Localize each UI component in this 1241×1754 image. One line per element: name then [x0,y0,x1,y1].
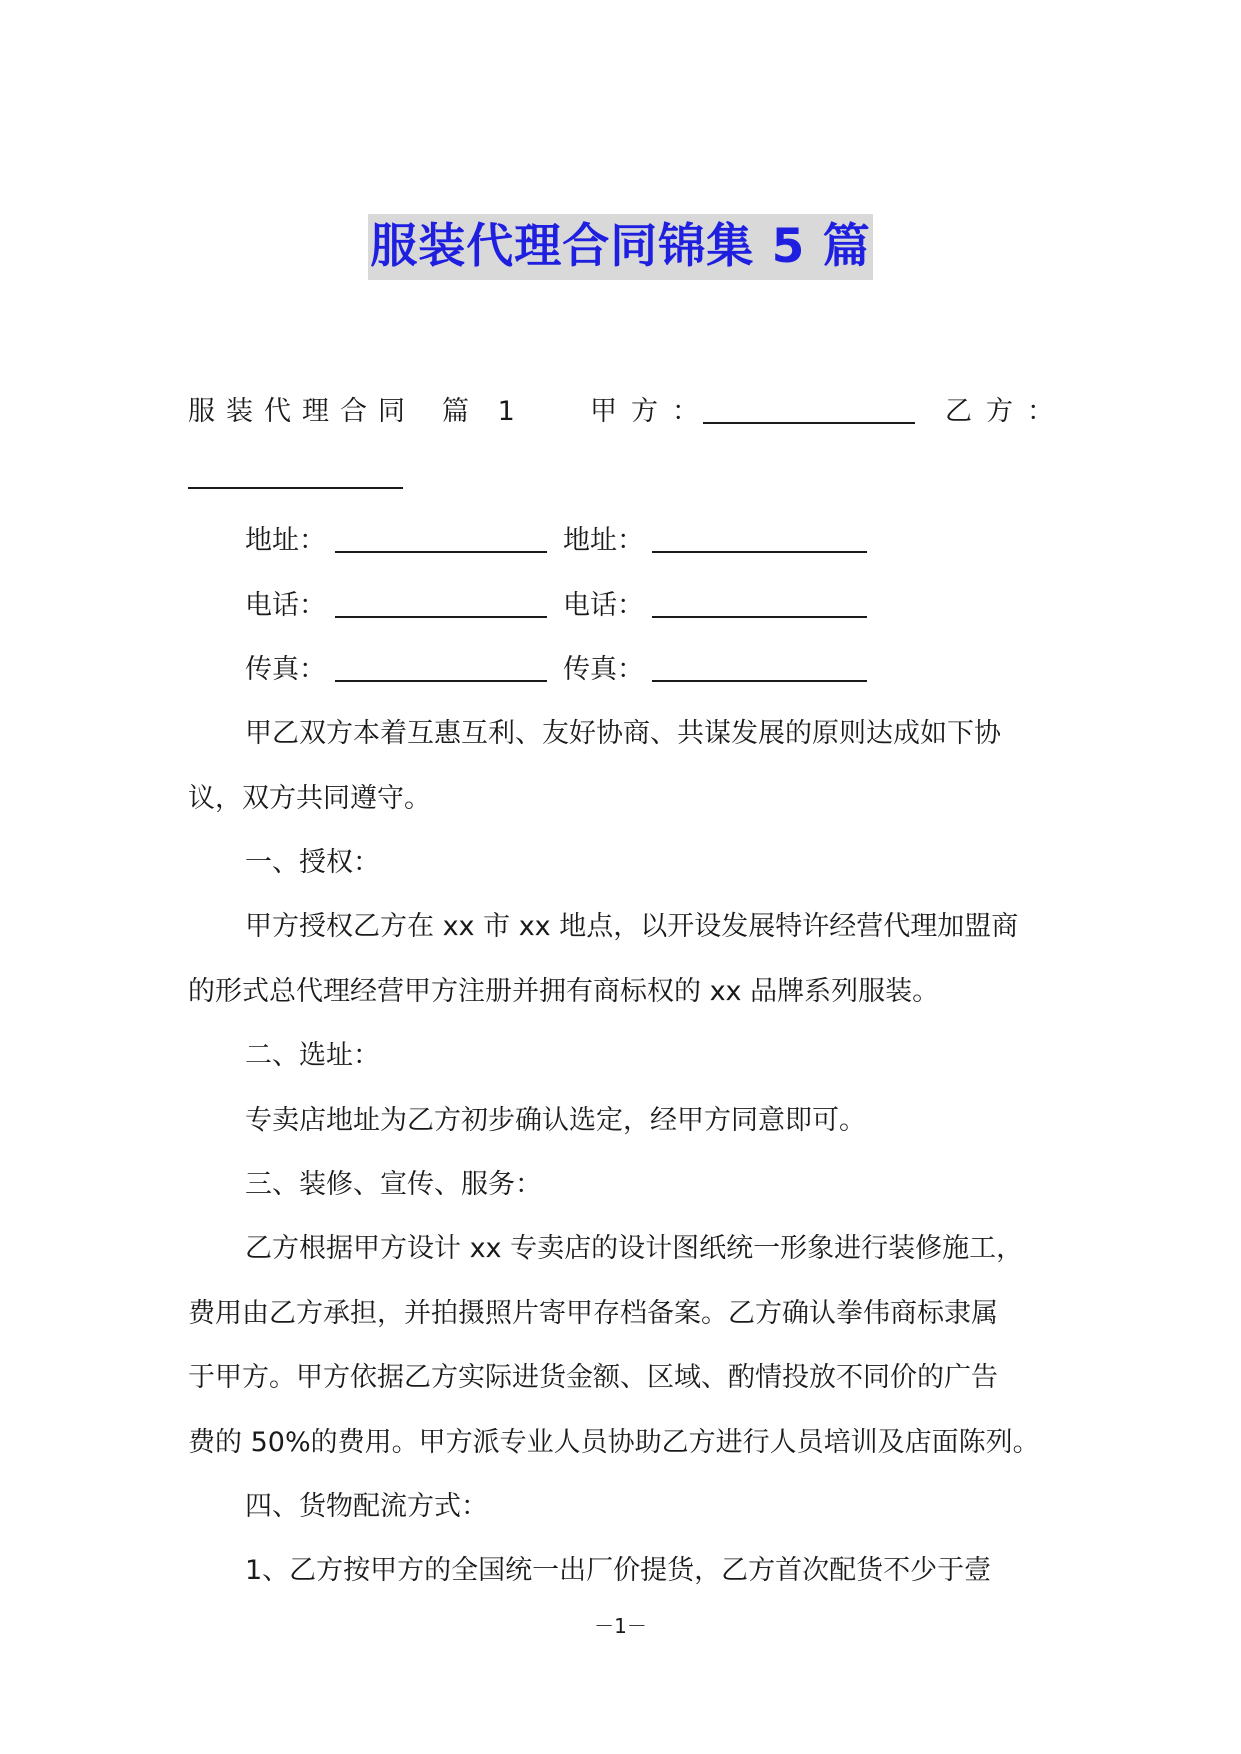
paragraph-line: 费的 50%的费用。甲方派专业人员协助乙方进行人员培训及店面陈列。 [188,1427,1040,1458]
address-blank-b [652,527,867,553]
section-heading-site: 二、选址： [245,1040,380,1071]
section-heading-decoration: 三、装修、宣传、服务： [245,1169,542,1200]
phone-label-a: 电话： [245,590,326,621]
fax-blank-a [335,656,547,682]
address-blank-a [335,527,547,553]
fax-label-a: 传真： [245,654,326,685]
phone-blank-a [335,592,547,618]
paragraph-line: 的形式总代理经营甲方注册并拥有商标权的 xx 品牌系列服装。 [188,976,940,1007]
address-label-b: 地址： [563,525,644,556]
contract-part: 篇 1 [442,396,525,427]
title-container [0,214,1241,280]
section-heading-distribution: 四、货物配流方式： [245,1491,488,1522]
phone-blank-b [652,592,867,618]
paragraph-line: 议，双方共同遵守。 [188,783,431,814]
party-b-label: 乙方： [945,396,1068,427]
paragraph-line: 甲乙双方本着互惠互利、友好协商、共谋发展的原则达成如下协 [245,718,1001,749]
fax-label-b: 传真： [563,654,644,685]
paragraph-line: 乙方根据甲方设计 xx 专卖店的设计图纸统一形象进行装修施工， [245,1233,1024,1264]
paragraph-line: 费用由乙方承担，并拍摄照片寄甲存档备案。乙方确认拳伟商标隶属 [188,1298,998,1329]
phone-label-b: 电话： [563,590,644,621]
party-a-blank [703,398,915,424]
document-title: 服装代理合同锦集 5 篇 [368,214,872,280]
page-number: －1－ [594,1614,647,1638]
address-label-a: 地址： [245,525,326,556]
party-b-blank [188,463,403,489]
paragraph-line: 专卖店地址为乙方初步确认选定，经甲方同意即可。 [245,1105,866,1136]
party-a-label: 甲方： [590,396,713,427]
section-heading-authorization: 一、授权： [245,847,380,878]
paragraph-line: 甲方授权乙方在 xx 市 xx 地点，以开设发展特许经营代理加盟商 [245,911,1019,942]
paragraph-line: 1、乙方按甲方的全国统一出厂价提货，乙方首次配货不少于壹 [245,1555,992,1586]
contract-heading: 服装代理合同 [188,396,416,427]
paragraph-line: 于甲方。甲方依据乙方实际进货金额、区域、酌情投放不同价的广告 [188,1362,998,1393]
fax-blank-b [652,656,867,682]
